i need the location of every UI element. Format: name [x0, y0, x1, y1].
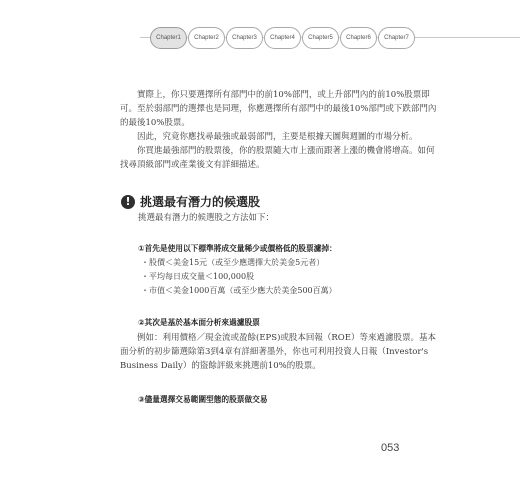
step-1-heading: ①首先是使用以下標準將成交量稀少或價格低的股票濾掉：	[138, 244, 337, 253]
main-text	[120, 88, 438, 172]
step-3-heading: ③儘量選擇交易範圍型態的股票做交易	[138, 395, 268, 404]
paragraph-1: 實際上，你只要選擇所有部門中的前10%部門，或上升部門內的前10%股票即可。至於弱部門的選擇也是同理，你應選擇所有部門中的最後10%部門或下跌部門內的最後10%股票。	[120, 90, 437, 128]
criterion-volume: ・平均每日成交量＜100,000股	[141, 272, 255, 281]
section-intro: 挑選最有潛力的候選股之方法如下：	[138, 213, 275, 223]
criterion-market-cap: ・市值＜美金1000百萬（或至少應大於美金500百萬）	[141, 286, 337, 295]
chapter-tab-4[interactable]: Chapter4	[264, 27, 301, 49]
page-number: 053	[381, 442, 400, 454]
chapter-tab-3[interactable]: Chapter3	[226, 27, 263, 49]
chapter-tab-7[interactable]: Chapter7	[378, 27, 415, 49]
exclamation-icon: !	[121, 195, 135, 209]
chapter-tab-2[interactable]: Chapter2	[188, 27, 225, 49]
criterion-price: ・股價＜美金15元（或至少應選擇大於美金5元者）	[141, 258, 325, 267]
chapter-tab-1[interactable]: Chapter1	[150, 27, 187, 49]
section-title: 挑選最有潛力的候選股	[140, 195, 261, 209]
chapter-tab-6[interactable]: Chapter6	[340, 27, 377, 49]
paragraph-3: 你買進最強部門的股票後，你的股票隨大市上漲而跟著上漲的機會將增高。如何找尋頂級部門或產業後文有詳細描述。	[120, 146, 435, 170]
step-2-description: 例如：利用價格／現金流或盈餘(EPS)或股本回報（ROE）等來過濾股票。基本面分析的初步篩選除第3到4章有詳細著墨外，你也可利用投資人日報（Investor's Business Daily）的盜餘評級來挑選前10%的股票。	[120, 333, 436, 371]
paragraph-2: 因此，究竟你應找尋最強或最弱部門，主要是根據天圖與週圖的市場分析。	[137, 132, 418, 142]
chapter-navigation	[140, 27, 520, 49]
section-heading	[121, 193, 260, 210]
step-2-heading: ②其次是基於基本面分析來過濾股票	[138, 318, 260, 327]
chapter-tab-5[interactable]: Chapter5	[302, 27, 339, 49]
